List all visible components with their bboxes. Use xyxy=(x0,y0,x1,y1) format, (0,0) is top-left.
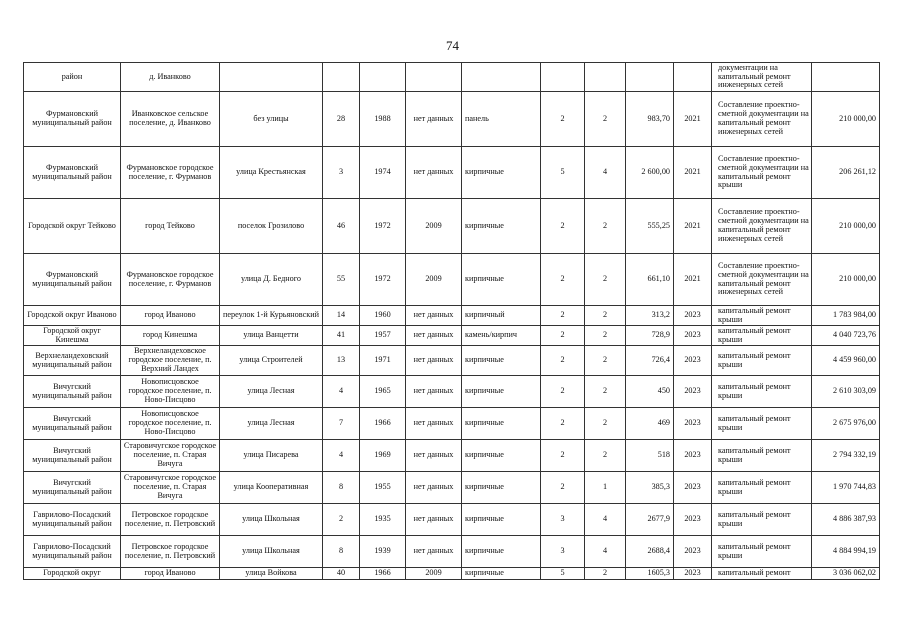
year-built-cell: 1972 xyxy=(360,254,406,306)
settlement-cell: д. Иванково xyxy=(121,63,220,92)
work-type-cell: капитальный ремонт крыши xyxy=(712,306,812,326)
settlement-cell: город Иваново xyxy=(121,306,220,326)
floors-cell: 2 xyxy=(541,408,585,440)
cost-cell: 210 000,00 xyxy=(812,254,880,306)
wall-material-cell: кирпичные xyxy=(462,472,541,504)
wall-material-cell xyxy=(462,63,541,92)
cost-cell: 4 040 723,76 xyxy=(812,326,880,346)
area-cell: 2688,4 xyxy=(626,536,674,568)
planned-year-cell: 2023 xyxy=(674,504,712,536)
wall-material-cell: кирпичный xyxy=(462,306,541,326)
floors-cell: 2 xyxy=(541,254,585,306)
house-number-cell: 4 xyxy=(323,440,360,472)
settlement-cell: город Кинешма xyxy=(121,326,220,346)
municipality-cell: Городской округ Иваново xyxy=(24,306,121,326)
work-type-cell: капитальный ремонт крыши xyxy=(712,346,812,376)
entrances-cell: 1 xyxy=(585,472,626,504)
year-built-cell: 1988 xyxy=(360,92,406,147)
last-overhaul-year-cell: 2009 xyxy=(406,254,462,306)
table-row xyxy=(24,472,880,504)
cost-cell: 4 459 960,00 xyxy=(812,346,880,376)
table-row xyxy=(24,346,880,376)
entrances-cell xyxy=(585,63,626,92)
house-number-cell: 41 xyxy=(323,326,360,346)
table-row xyxy=(24,536,880,568)
entrances-cell: 2 xyxy=(585,306,626,326)
settlement-cell: Петровское городское поселение, п. Петровский xyxy=(121,536,220,568)
last-overhaul-year-cell: нет данных xyxy=(406,92,462,147)
year-built-cell: 1972 xyxy=(360,199,406,254)
house-number-cell: 3 xyxy=(323,147,360,199)
year-built-cell: 1935 xyxy=(360,504,406,536)
municipality-cell: Вичугский муниципальный район xyxy=(24,376,121,408)
cost-cell: 4 884 994,19 xyxy=(812,536,880,568)
floors-cell: 2 xyxy=(541,440,585,472)
floors-cell: 3 xyxy=(541,504,585,536)
cost-cell xyxy=(812,63,880,92)
table-row xyxy=(24,376,880,408)
area-cell: 555,25 xyxy=(626,199,674,254)
wall-material-cell: кирпичные xyxy=(462,408,541,440)
house-number-cell: 8 xyxy=(323,472,360,504)
entrances-cell: 2 xyxy=(585,254,626,306)
year-built-cell: 1960 xyxy=(360,306,406,326)
area-cell: 469 xyxy=(626,408,674,440)
planned-year-cell: 2023 xyxy=(674,472,712,504)
planned-year-cell: 2023 xyxy=(674,306,712,326)
wall-material-cell: панель xyxy=(462,92,541,147)
work-type-cell: капитальный ремонт xyxy=(712,568,812,580)
planned-year-cell: 2023 xyxy=(674,346,712,376)
last-overhaul-year-cell: нет данных xyxy=(406,147,462,199)
area-cell: 661,10 xyxy=(626,254,674,306)
last-overhaul-year-cell: 2009 xyxy=(406,568,462,580)
municipality-cell: Городской округ xyxy=(24,568,121,580)
year-built-cell: 1971 xyxy=(360,346,406,376)
last-overhaul-year-cell: нет данных xyxy=(406,504,462,536)
cost-cell: 2 675 976,00 xyxy=(812,408,880,440)
year-built-cell: 1966 xyxy=(360,568,406,580)
planned-year-cell xyxy=(674,63,712,92)
floors-cell: 3 xyxy=(541,536,585,568)
table-row xyxy=(24,504,880,536)
year-built-cell: 1974 xyxy=(360,147,406,199)
entrances-cell: 2 xyxy=(585,408,626,440)
cost-cell: 2 610 303,09 xyxy=(812,376,880,408)
work-type-cell: капитальный ремонт крыши xyxy=(712,504,812,536)
municipality-cell: Фурмановский муниципальный район xyxy=(24,92,121,147)
planned-year-cell: 2021 xyxy=(674,147,712,199)
table-row xyxy=(24,199,880,254)
work-type-cell: капитальный ремонт крыши xyxy=(712,536,812,568)
area-cell: 450 xyxy=(626,376,674,408)
planned-year-cell: 2023 xyxy=(674,326,712,346)
settlement-cell: Петровское городское поселение, п. Петровский xyxy=(121,504,220,536)
floors-cell: 2 xyxy=(541,92,585,147)
wall-material-cell: кирпичные xyxy=(462,536,541,568)
settlement-cell: Верхнеландеховское городское поселение, п. Верхний Ландех xyxy=(121,346,220,376)
wall-material-cell: кирпичные xyxy=(462,440,541,472)
cost-cell: 4 886 387,93 xyxy=(812,504,880,536)
table-row xyxy=(24,408,880,440)
table-row xyxy=(24,254,880,306)
cost-cell: 1 970 744,83 xyxy=(812,472,880,504)
work-type-cell: Составление проектно-сметной документации на капитальный ремонт инженерных сетей xyxy=(712,199,812,254)
floors-cell: 5 xyxy=(541,147,585,199)
last-overhaul-year-cell: 2009 xyxy=(406,199,462,254)
floors-cell: 5 xyxy=(541,568,585,580)
municipality-cell: район xyxy=(24,63,121,92)
table-row xyxy=(24,92,880,147)
floors-cell: 2 xyxy=(541,306,585,326)
street-cell: улица Ванцетти xyxy=(220,326,323,346)
work-type-cell: Составление проектно-сметной документации на капитальный ремонт инженерных сетей xyxy=(712,254,812,306)
entrances-cell: 2 xyxy=(585,568,626,580)
entrances-cell: 2 xyxy=(585,376,626,408)
work-type-cell: капитальный ремонт крыши xyxy=(712,472,812,504)
cost-cell: 2 794 332,19 xyxy=(812,440,880,472)
settlement-cell: Старовичугское городское поселение, п. Старая Вичуга xyxy=(121,440,220,472)
floors-cell: 2 xyxy=(541,346,585,376)
year-built-cell: 1965 xyxy=(360,376,406,408)
floors-cell: 2 xyxy=(541,472,585,504)
planned-year-cell: 2023 xyxy=(674,440,712,472)
settlement-cell: Старовичугское городское поселение, п. Старая Вичуга xyxy=(121,472,220,504)
house-number-cell: 13 xyxy=(323,346,360,376)
table-row xyxy=(24,440,880,472)
work-type-cell: Составление проектно-сметной документации на капитальный ремонт крыши xyxy=(712,147,812,199)
settlement-cell: город Иваново xyxy=(121,568,220,580)
street-cell: улица Войкова xyxy=(220,568,323,580)
cost-cell: 210 000,00 xyxy=(812,92,880,147)
municipality-cell: Гаврилово-Посадский муниципальный район xyxy=(24,536,121,568)
area-cell: 2677,9 xyxy=(626,504,674,536)
year-built-cell: 1955 xyxy=(360,472,406,504)
year-built-cell xyxy=(360,63,406,92)
area-cell: 728,9 xyxy=(626,326,674,346)
table-row xyxy=(24,568,880,580)
house-number-cell xyxy=(323,63,360,92)
work-type-cell: капитальный ремонт крыши xyxy=(712,408,812,440)
last-overhaul-year-cell: нет данных xyxy=(406,326,462,346)
cost-cell: 210 000,00 xyxy=(812,199,880,254)
wall-material-cell: кирпичные xyxy=(462,147,541,199)
municipality-cell: Городской округ Тейково xyxy=(24,199,121,254)
page-number: 74 xyxy=(446,38,459,53)
area-cell: 2 600,00 xyxy=(626,147,674,199)
last-overhaul-year-cell: нет данных xyxy=(406,536,462,568)
street-cell: улица Школьная xyxy=(220,536,323,568)
house-number-cell: 55 xyxy=(323,254,360,306)
municipality-cell: Гаврилово-Посадский муниципальный район xyxy=(24,504,121,536)
house-number-cell: 2 xyxy=(323,504,360,536)
area-cell: 726,4 xyxy=(626,346,674,376)
municipality-cell: Верхнеландеховский муниципальный район xyxy=(24,346,121,376)
street-cell: улица Лесная xyxy=(220,376,323,408)
settlement-cell: Новописцовское городское поселение, п. Ново-Писцово xyxy=(121,376,220,408)
last-overhaul-year-cell: нет данных xyxy=(406,472,462,504)
house-number-cell: 7 xyxy=(323,408,360,440)
municipality-cell: Городской округ Кинешма xyxy=(24,326,121,346)
settlement-cell: Фурмановское городское поселение, г. Фурманов xyxy=(121,254,220,306)
wall-material-cell: кирпичные xyxy=(462,376,541,408)
street-cell: улица Строителей xyxy=(220,346,323,376)
street-cell xyxy=(220,63,323,92)
wall-material-cell: кирпичные xyxy=(462,504,541,536)
entrances-cell: 2 xyxy=(585,440,626,472)
table-row xyxy=(24,63,880,92)
house-number-cell: 40 xyxy=(323,568,360,580)
last-overhaul-year-cell xyxy=(406,63,462,92)
entrances-cell: 4 xyxy=(585,504,626,536)
area-cell xyxy=(626,63,674,92)
area-cell: 518 xyxy=(626,440,674,472)
wall-material-cell: кирпичные xyxy=(462,199,541,254)
cost-cell: 1 783 984,00 xyxy=(812,306,880,326)
entrances-cell: 2 xyxy=(585,346,626,376)
year-built-cell: 1957 xyxy=(360,326,406,346)
work-type-cell: документации на капитальный ремонт инженерных сетей xyxy=(712,63,812,92)
year-built-cell: 1969 xyxy=(360,440,406,472)
work-type-cell: Составление проектно-сметной документации на капитальный ремонт инженерных сетей xyxy=(712,92,812,147)
house-number-cell: 46 xyxy=(323,199,360,254)
last-overhaul-year-cell: нет данных xyxy=(406,376,462,408)
municipality-cell: Вичугский муниципальный район xyxy=(24,440,121,472)
street-cell: поселок Грозилово xyxy=(220,199,323,254)
last-overhaul-year-cell: нет данных xyxy=(406,440,462,472)
table-row xyxy=(24,147,880,199)
wall-material-cell: камень/кирпич xyxy=(462,326,541,346)
settlement-cell: город Тейково xyxy=(121,199,220,254)
area-cell: 983,70 xyxy=(626,92,674,147)
area-cell: 1605,3 xyxy=(626,568,674,580)
settlement-cell: Новописцовское городское поселение, п. Ново-Писцово xyxy=(121,408,220,440)
street-cell: улица Лесная xyxy=(220,408,323,440)
settlement-cell: Фурмановское городское поселение, г. Фурманов xyxy=(121,147,220,199)
table-row xyxy=(24,326,880,346)
floors-cell: 2 xyxy=(541,199,585,254)
entrances-cell: 2 xyxy=(585,92,626,147)
municipality-cell: Вичугский муниципальный район xyxy=(24,472,121,504)
planned-year-cell: 2021 xyxy=(674,199,712,254)
house-number-cell: 4 xyxy=(323,376,360,408)
entrances-cell: 4 xyxy=(585,147,626,199)
street-cell: без улицы xyxy=(220,92,323,147)
last-overhaul-year-cell: нет данных xyxy=(406,306,462,326)
entrances-cell: 2 xyxy=(585,326,626,346)
floors-cell: 2 xyxy=(541,326,585,346)
entrances-cell: 2 xyxy=(585,199,626,254)
housing-registry-table xyxy=(23,62,880,580)
wall-material-cell: кирпичные xyxy=(462,568,541,580)
floors-cell: 2 xyxy=(541,376,585,408)
house-number-cell: 8 xyxy=(323,536,360,568)
street-cell: улица Крестьянская xyxy=(220,147,323,199)
year-built-cell: 1966 xyxy=(360,408,406,440)
work-type-cell: капитальный ремонт крыши xyxy=(712,440,812,472)
planned-year-cell: 2021 xyxy=(674,92,712,147)
work-type-cell: капитальный ремонт крыши xyxy=(712,326,812,346)
cost-cell: 206 261,12 xyxy=(812,147,880,199)
municipality-cell: Фурмановский муниципальный район xyxy=(24,254,121,306)
year-built-cell: 1939 xyxy=(360,536,406,568)
last-overhaul-year-cell: нет данных xyxy=(406,408,462,440)
table-row xyxy=(24,306,880,326)
planned-year-cell: 2023 xyxy=(674,536,712,568)
house-number-cell: 14 xyxy=(323,306,360,326)
planned-year-cell: 2021 xyxy=(674,254,712,306)
cost-cell: 3 036 062,02 xyxy=(812,568,880,580)
planned-year-cell: 2023 xyxy=(674,376,712,408)
last-overhaul-year-cell: нет данных xyxy=(406,346,462,376)
planned-year-cell: 2023 xyxy=(674,408,712,440)
entrances-cell: 4 xyxy=(585,536,626,568)
planned-year-cell: 2023 xyxy=(674,568,712,580)
settlement-cell: Иванковское сельское поселение, д. Иванково xyxy=(121,92,220,147)
wall-material-cell: кирпичные xyxy=(462,346,541,376)
street-cell: улица Школьная xyxy=(220,504,323,536)
floors-cell xyxy=(541,63,585,92)
municipality-cell: Вичугский муниципальный район xyxy=(24,408,121,440)
street-cell: улица Кооперативная xyxy=(220,472,323,504)
wall-material-cell: кирпичные xyxy=(462,254,541,306)
street-cell: переулок 1-й Курьяновский xyxy=(220,306,323,326)
municipality-cell: Фурмановский муниципальный район xyxy=(24,147,121,199)
work-type-cell: капитальный ремонт крыши xyxy=(712,376,812,408)
street-cell: улица Писарева xyxy=(220,440,323,472)
house-number-cell: 28 xyxy=(323,92,360,147)
area-cell: 313,2 xyxy=(626,306,674,326)
area-cell: 385,3 xyxy=(626,472,674,504)
street-cell: улица Д. Бедного xyxy=(220,254,323,306)
